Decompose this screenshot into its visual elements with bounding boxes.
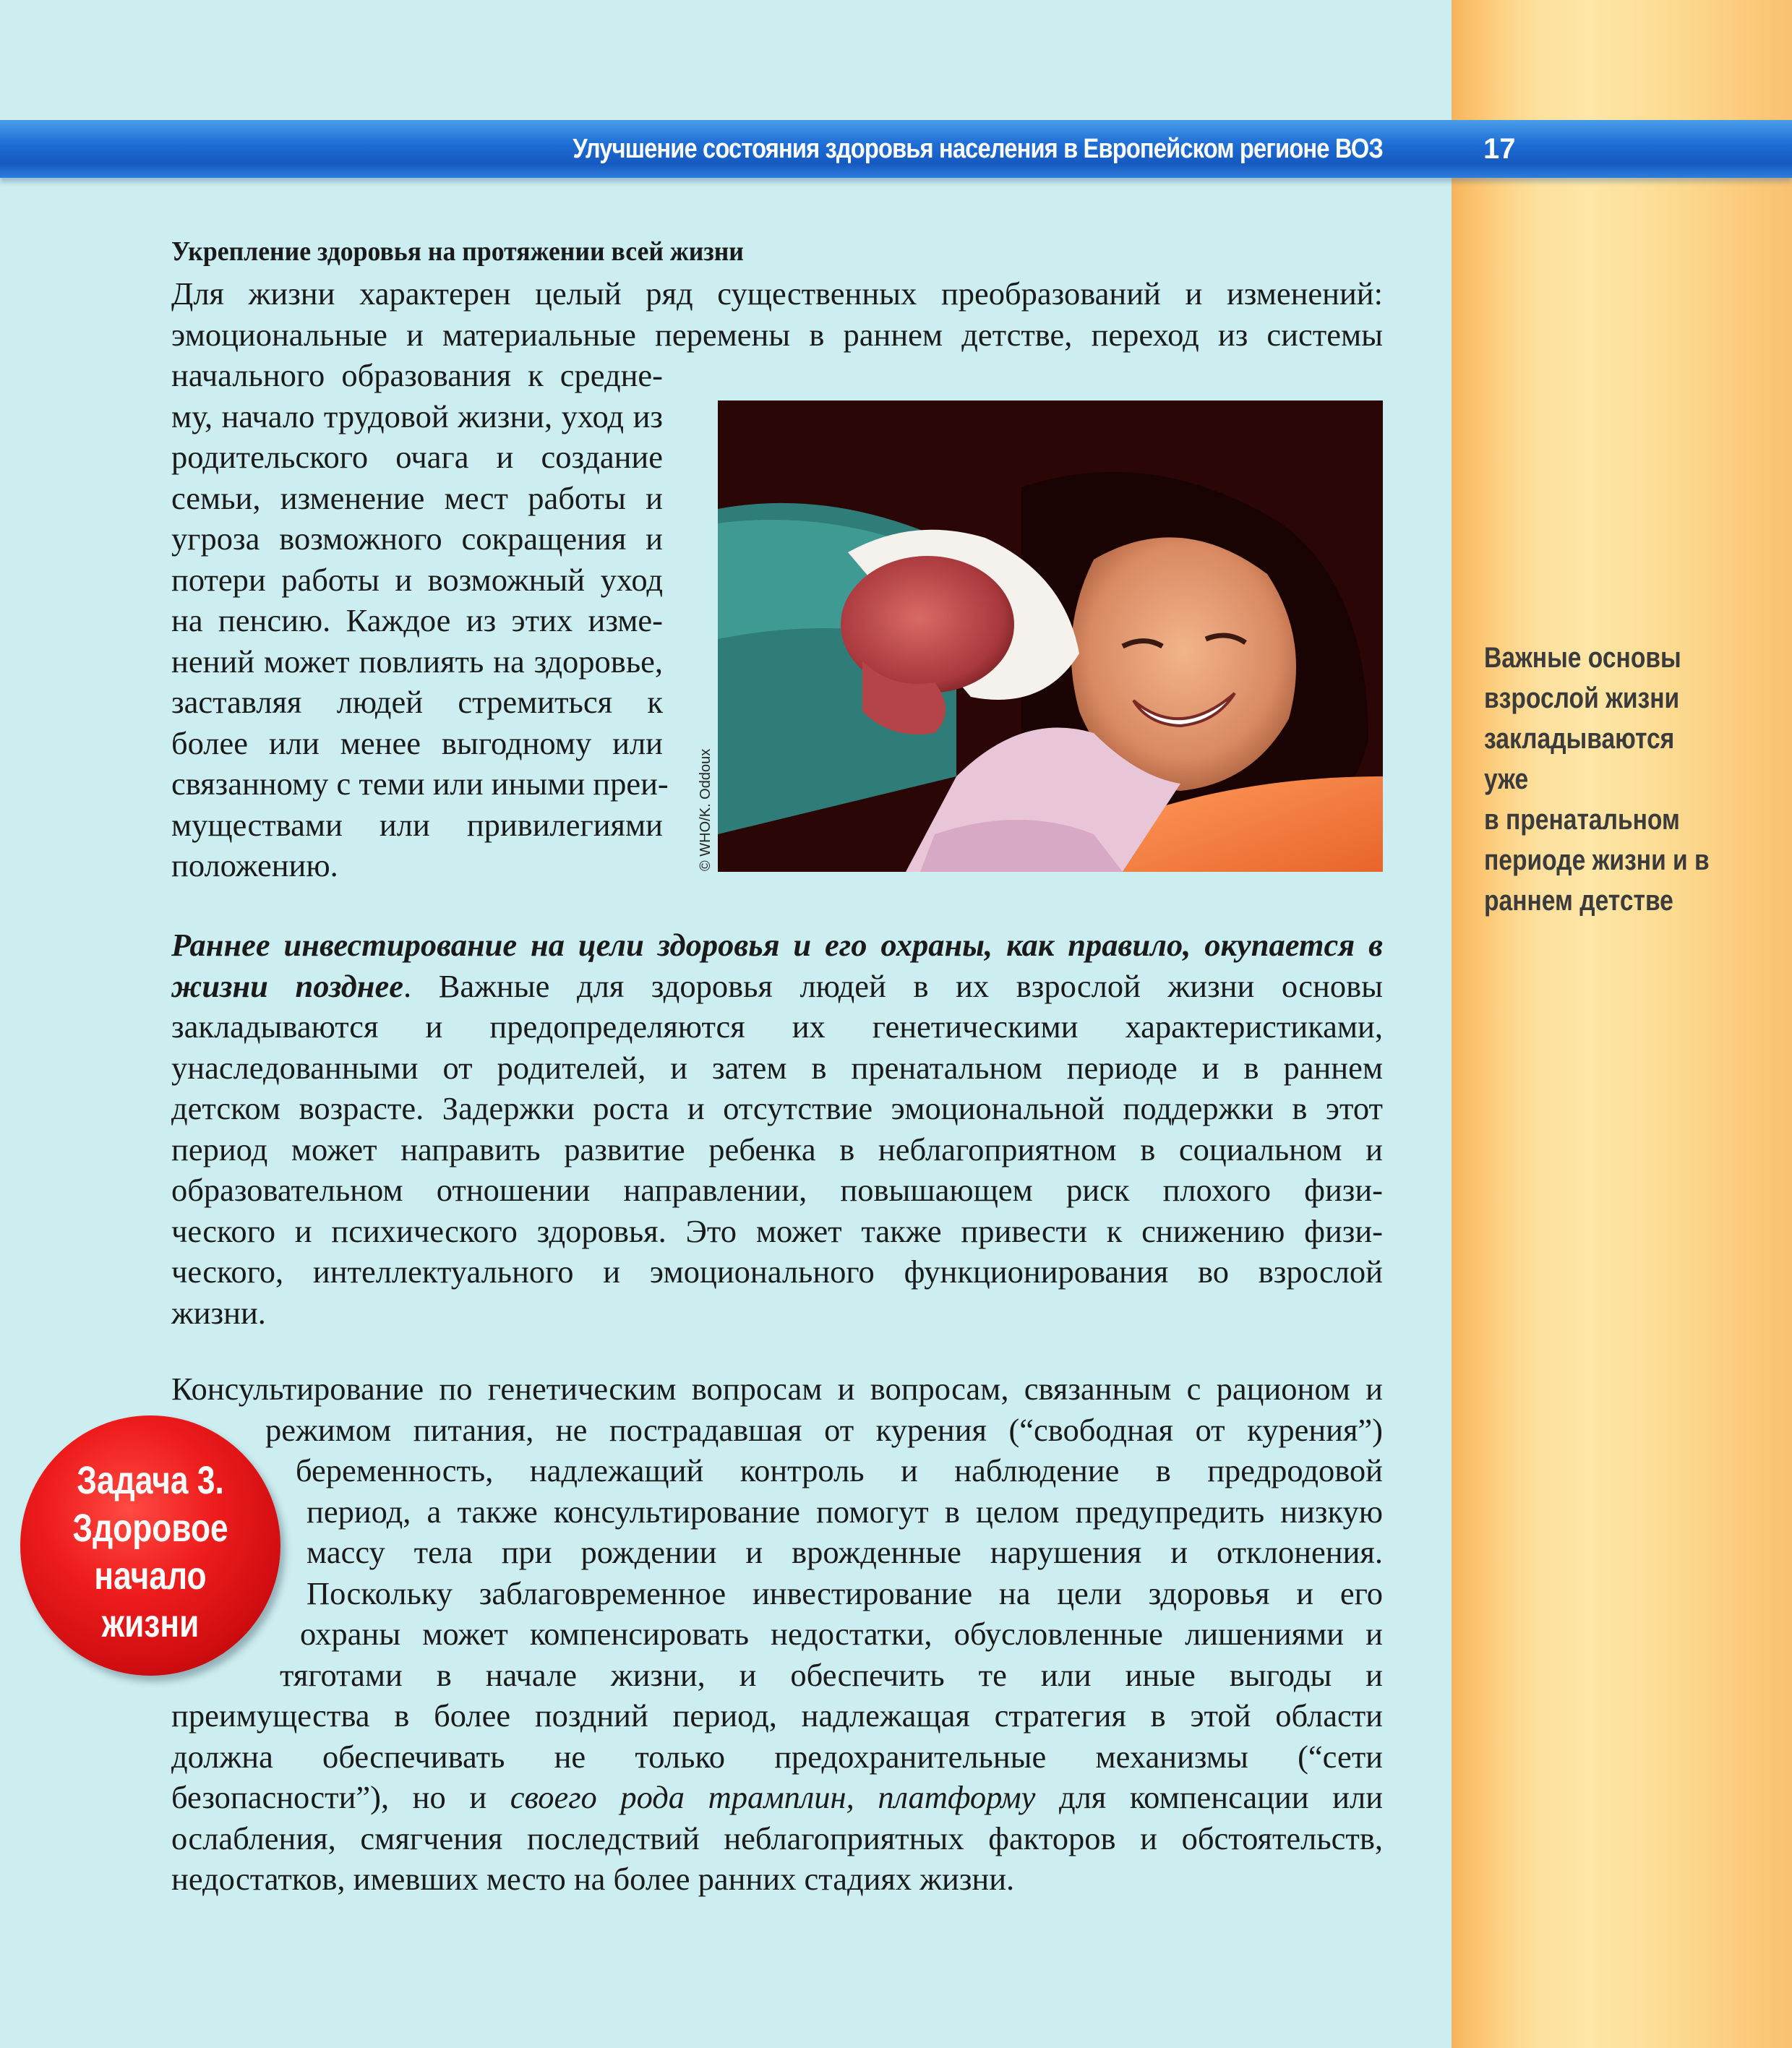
section-heading: Укрепление здоровья на протяжении всей жизни <box>171 236 744 267</box>
text-line: ческого, интеллектуального и эмоционального функционирования во взрослой <box>171 1254 1383 1290</box>
paragraph-early-investment <box>171 925 1383 1333</box>
text-line: недостатков, имевших место на более ранних стадиях жизни. <box>171 1861 1015 1897</box>
paragraph-intro-wrapped <box>171 355 669 886</box>
text-line: массу тела при рождении и врожденные нарушения и отклонения. <box>306 1534 1383 1570</box>
text-line: угроза возможного сокращения и <box>171 520 663 557</box>
margin-note-line: Важные основы <box>1484 642 1681 674</box>
text-line: жизни. <box>171 1294 266 1331</box>
text-line: беременность, надлежащий контроль и наблюдение в предродовой <box>296 1452 1383 1488</box>
text-fragment: . Важные для здоровья людей в их взрослой жизни основы <box>403 967 1383 1004</box>
text-line: режимом питания, не пострадавшая от курения (“свободная от курения”) <box>265 1411 1383 1448</box>
text-fragment: для компенсации или <box>1058 1779 1384 1815</box>
text-line: на пенсию. Каждое из этих изме- <box>171 602 663 638</box>
photo-illustration <box>718 400 1383 872</box>
margin-note-line: периоде жизни и в <box>1484 844 1710 876</box>
text-line: Для жизни характерен целый ряд существенных преобразований и изменений: <box>171 275 1383 312</box>
text-line: тяготами в начале жизни, и обеспечить те или иные выгоды и <box>280 1656 1383 1693</box>
text-line: му, начало трудовой жизни, уход из <box>171 398 663 434</box>
margin-note-line: раннем детстве <box>1484 885 1673 917</box>
text-line: образовательном отношении направлении, повышающем риск плохого физи- <box>171 1172 1383 1208</box>
margin-note-line: закладываются уже <box>1484 723 1675 795</box>
text-line: должна обеспечивать не только предохранительные механизмы (“сети <box>171 1738 1383 1775</box>
text-line: преимущества в более поздний период, надлежащая стратегия в этой области <box>171 1697 1383 1734</box>
margin-note-line: в пренатальном <box>1484 804 1680 836</box>
text-line: период может направить развитие ребенка в неблагоприятном в социальном и <box>171 1131 1383 1167</box>
text-line: Консультирование по генетическим вопросам и вопросам, связанным с рационом и <box>171 1371 1383 1407</box>
text-line: период, а также консультирование помогут в целом предупредить низкую <box>306 1493 1383 1530</box>
text-line: охраны может компенсировать недостатки, обусловленные лишениями и <box>300 1616 1383 1652</box>
text-line: более или менее выгодному или <box>171 724 663 761</box>
text-line: положению. <box>171 847 338 883</box>
emphasis: жизни позднее <box>171 967 404 1004</box>
text-line: ческого и психического здоровья. Это может также привести к снижению физи- <box>171 1212 1383 1249</box>
task-badge-line: Здоровое <box>72 1507 228 1550</box>
task-badge-line: Задача 3. <box>77 1459 224 1502</box>
text-line: унаследованными от родителей, и затем в пренатальном периоде и в раннем <box>171 1049 1383 1086</box>
text-line: начального образования к средне- <box>171 357 663 393</box>
text-line: детском возрасте. Задержки роста и отсутствие эмоциональной поддержки в этот <box>171 1090 1383 1126</box>
paragraph-counselling <box>171 1368 1383 1900</box>
task-badge-label <box>43 1457 257 1648</box>
photo-mother-newborn <box>718 400 1383 872</box>
side-margin-strip <box>1452 0 1792 2048</box>
text-line <box>171 1777 1383 1818</box>
text-line: Раннее инвестирование на цели здоровья и его охраны, как правило, окупается в <box>171 927 1383 963</box>
text-line: заставляя людей стремиться к <box>171 684 663 720</box>
text-line: нений может повлиять на здоровье, <box>171 643 663 680</box>
text-line: муществами или привилегиями <box>171 806 663 843</box>
text-line <box>171 966 1383 1007</box>
running-header-title: Улучшение состояния здоровья населения в Европейском регионе ВОЗ <box>573 134 1383 164</box>
text-fragment: безопасности”), но и <box>171 1779 487 1815</box>
paragraph-intro <box>171 273 1383 355</box>
margin-note <box>1484 638 1721 921</box>
photo-credit: © WHO/K. Oddoux <box>698 748 713 871</box>
margin-note-line: взрослой жизни <box>1484 682 1680 714</box>
text-line: семьи, изменение мест работы и <box>171 479 663 516</box>
emphasis: своего рода трамплин, платформу <box>510 1779 1036 1815</box>
text-line: Поскольку заблаговременное инвестирование на цели здоровья и его <box>306 1574 1383 1611</box>
task-badge-line: начало <box>94 1554 207 1598</box>
text-line: эмоциональные и материальные перемены в раннем детстве, переход из системы <box>171 316 1383 353</box>
text-line: потери работы и возможный уход <box>171 561 663 598</box>
text-line: родительского очага и создание <box>171 439 663 475</box>
text-line: закладываются и предопределяются их генетическими характеристиками, <box>171 1008 1383 1045</box>
text-line: связанному с теми или иными преи- <box>171 766 669 802</box>
task-badge-line: жизни <box>101 1602 200 1645</box>
text-line: ослабления, смягчения последствий неблагоприятных факторов и обстоятельств, <box>171 1820 1383 1856</box>
page-number: 17 <box>1483 133 1516 165</box>
